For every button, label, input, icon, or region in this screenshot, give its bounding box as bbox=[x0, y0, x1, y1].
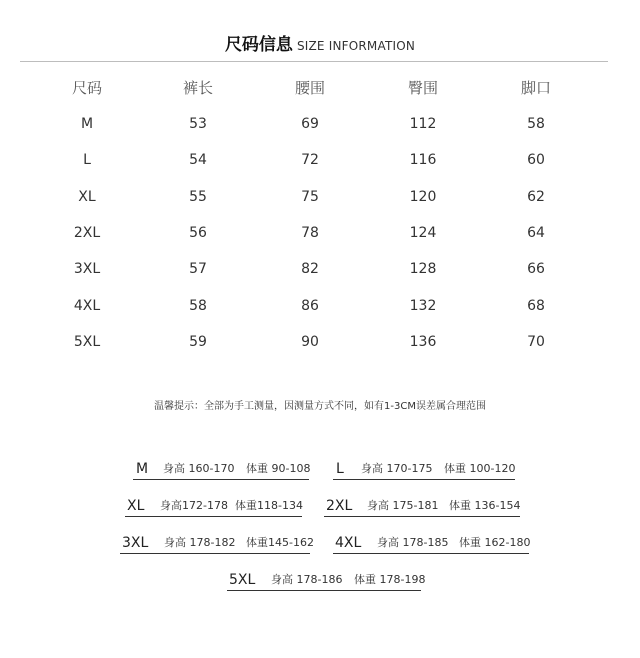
cell-length: 54 bbox=[189, 152, 207, 168]
cell-size: L bbox=[83, 152, 91, 168]
cell-size: 5XL bbox=[73, 334, 101, 350]
recommend-underline bbox=[333, 553, 529, 554]
recommend-size: M bbox=[136, 461, 149, 477]
cell-hip: 132 bbox=[409, 298, 437, 314]
cell-leg-opening: 68 bbox=[527, 298, 545, 314]
recommend-height: 身高 178-182 bbox=[164, 536, 236, 549]
cell-length: 55 bbox=[189, 189, 207, 205]
cell-waist: 69 bbox=[301, 116, 319, 132]
table-row bbox=[0, 148, 640, 172]
recommend-underline bbox=[333, 479, 515, 480]
header-length: 裤长 bbox=[182, 79, 213, 97]
recommend-size: XL bbox=[127, 498, 145, 514]
header-waist: 腰围 bbox=[294, 79, 325, 97]
recommend-weight: 体重145-162 bbox=[246, 536, 314, 549]
cell-length: 58 bbox=[189, 298, 207, 314]
recommend-height: 身高 178-185 bbox=[377, 536, 449, 549]
cell-leg-opening: 70 bbox=[527, 334, 545, 350]
recommend-underline bbox=[133, 479, 309, 480]
cell-hip: 116 bbox=[409, 152, 437, 168]
recommend-entry bbox=[227, 571, 426, 589]
cell-size: 3XL bbox=[73, 261, 101, 277]
table-row bbox=[0, 221, 640, 245]
recommend-weight: 体重 136-154 bbox=[449, 499, 521, 512]
recommend-weight: 体重 178-198 bbox=[354, 573, 426, 586]
cell-hip: 124 bbox=[409, 225, 437, 241]
measurement-tip: 温馨提示：全部为手工测量，因测量方式不同，如有1-3CM误差属合理范围 bbox=[154, 401, 486, 412]
recommend-entry bbox=[324, 497, 520, 515]
cell-leg-opening: 66 bbox=[527, 261, 545, 277]
recommend-size: 3XL bbox=[122, 535, 149, 551]
cell-size: XL bbox=[78, 189, 96, 205]
cell-waist: 90 bbox=[301, 334, 319, 350]
cell-hip: 120 bbox=[409, 189, 437, 205]
recommend-weight: 体重 100-120 bbox=[444, 462, 516, 475]
cell-waist: 86 bbox=[301, 298, 319, 314]
table-row bbox=[0, 185, 640, 209]
title-en: SIZE INFORMATION bbox=[296, 39, 416, 53]
table-header-row bbox=[0, 76, 640, 100]
recommend-weight: 体重118-134 bbox=[235, 499, 303, 512]
title-divider bbox=[20, 61, 608, 62]
cell-waist: 78 bbox=[301, 225, 319, 241]
cell-length: 56 bbox=[189, 225, 207, 241]
recommend-height: 身高 160-170 bbox=[163, 462, 235, 475]
recommend-underline bbox=[125, 516, 302, 517]
table-row bbox=[0, 112, 640, 136]
cell-waist: 82 bbox=[301, 261, 319, 277]
cell-length: 59 bbox=[189, 334, 207, 350]
cell-length: 57 bbox=[189, 261, 207, 277]
title-zh: 尺码信息 bbox=[224, 35, 293, 55]
cell-leg-opening: 58 bbox=[527, 116, 545, 132]
cell-waist: 72 bbox=[301, 152, 319, 168]
recommend-entry bbox=[120, 534, 314, 552]
recommend-size: 2XL bbox=[326, 498, 353, 514]
header-hip: 臀围 bbox=[407, 79, 438, 97]
recommend-entry bbox=[333, 534, 529, 552]
recommend-weight: 体重 90-108 bbox=[246, 462, 311, 475]
page-title bbox=[0, 30, 640, 55]
table-row bbox=[0, 294, 640, 318]
recommend-height: 身高 178-186 bbox=[271, 573, 343, 586]
recommend-underline bbox=[324, 516, 520, 517]
recommend-size: L bbox=[336, 461, 344, 477]
recommend-weight: 体重 162-180 bbox=[459, 536, 531, 549]
recommend-entry bbox=[333, 460, 515, 478]
header-size: 尺码 bbox=[71, 79, 102, 97]
recommend-entry bbox=[133, 460, 309, 478]
cell-size: 2XL bbox=[73, 225, 101, 241]
header-leg-opening: 脚口 bbox=[520, 79, 551, 97]
cell-leg-opening: 60 bbox=[527, 152, 545, 168]
cell-hip: 128 bbox=[409, 261, 437, 277]
cell-leg-opening: 64 bbox=[527, 225, 545, 241]
recommend-height: 身高 175-181 bbox=[367, 499, 439, 512]
recommend-entry bbox=[125, 497, 302, 515]
cell-hip: 112 bbox=[409, 116, 437, 132]
recommend-height: 身高 170-175 bbox=[361, 462, 433, 475]
cell-waist: 75 bbox=[301, 189, 319, 205]
cell-leg-opening: 62 bbox=[527, 189, 545, 205]
cell-length: 53 bbox=[189, 116, 207, 132]
recommend-size: 5XL bbox=[229, 572, 256, 588]
recommend-size: 4XL bbox=[335, 535, 362, 551]
table-row bbox=[0, 257, 640, 281]
cell-hip: 136 bbox=[409, 334, 437, 350]
cell-size: M bbox=[80, 116, 94, 132]
recommend-underline bbox=[120, 553, 310, 554]
recommend-underline bbox=[227, 590, 421, 591]
recommend-height: 身高172-178 bbox=[160, 499, 228, 512]
cell-size: 4XL bbox=[73, 298, 101, 314]
table-row bbox=[0, 330, 640, 354]
